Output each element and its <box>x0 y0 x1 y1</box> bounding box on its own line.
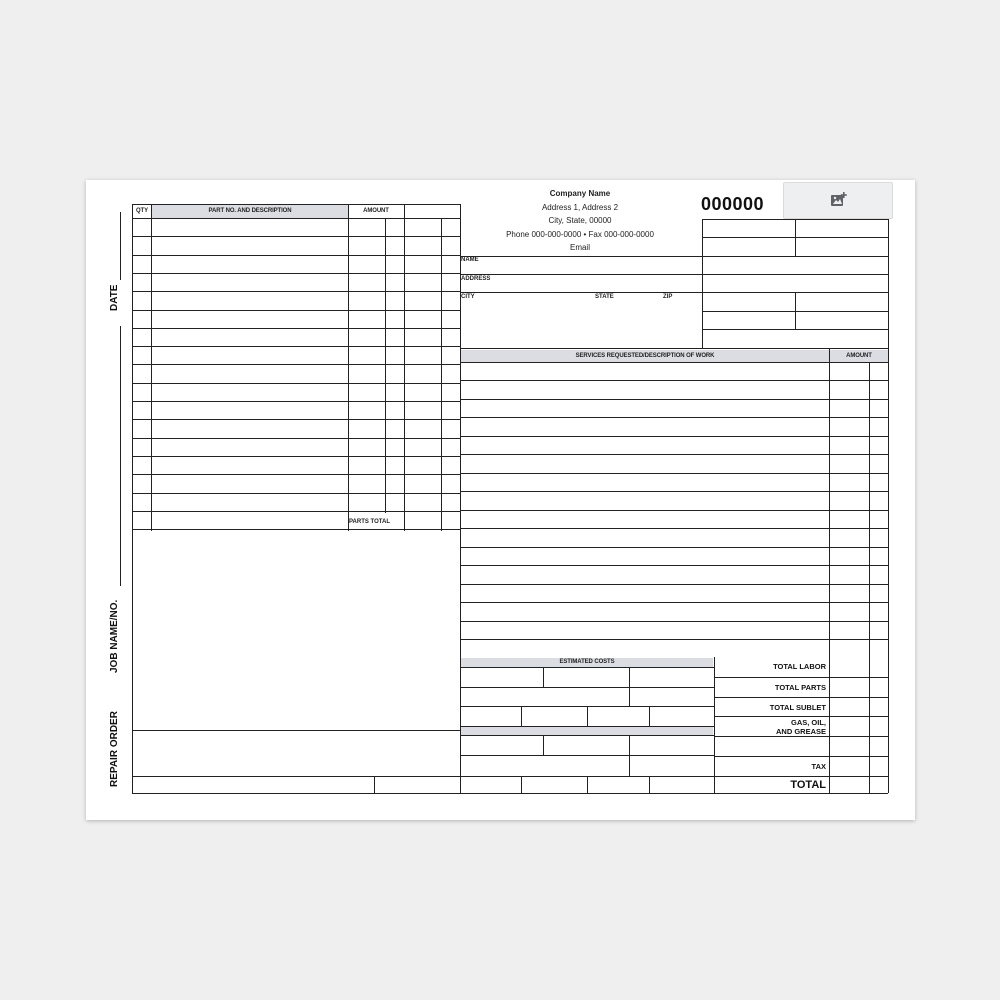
rule-line <box>132 438 460 439</box>
rule-line <box>460 735 714 736</box>
rule-line <box>460 292 702 293</box>
image-add-icon <box>830 191 848 209</box>
rule-line <box>714 756 888 757</box>
add-image-button[interactable] <box>783 182 893 219</box>
rule-line <box>132 793 888 794</box>
repair-order-label: REPAIR ORDER <box>109 711 120 787</box>
gas-oil-label: GAS, OIL, <box>790 718 826 727</box>
address-field-label: ADDRESS <box>461 276 491 282</box>
rule-line <box>132 511 460 512</box>
rule-line <box>629 667 630 706</box>
form-number: 000000 <box>701 194 765 214</box>
rule-line <box>649 706 650 726</box>
rule-line <box>132 529 460 530</box>
rule-line <box>460 417 888 418</box>
rule-line <box>460 602 888 603</box>
rule-line <box>702 256 888 257</box>
rule-line <box>132 273 460 274</box>
rule-line <box>460 667 714 668</box>
rule-line <box>132 204 460 205</box>
rule-line <box>460 399 888 400</box>
rule-line <box>460 565 888 566</box>
rule-line <box>132 364 460 365</box>
rule-line <box>460 256 702 257</box>
rule-line <box>460 510 888 511</box>
rule-line <box>132 730 460 731</box>
rule-line <box>132 493 460 494</box>
company-name: Company Name <box>549 189 611 198</box>
rule-line <box>521 776 522 793</box>
rule-line <box>132 401 460 402</box>
rule-line <box>714 776 888 777</box>
rule-line <box>521 706 522 726</box>
total-label: TOTAL <box>790 779 826 791</box>
rule-line <box>132 255 460 256</box>
rule-line <box>132 291 460 292</box>
services-header: SERVICES REQUESTED/DESCRIPTION OF WORK <box>575 353 715 359</box>
state-field-label: STATE <box>595 294 614 300</box>
rule-line <box>132 310 460 311</box>
rule-line <box>460 454 888 455</box>
rule-line <box>888 219 889 793</box>
rule-line <box>460 547 888 548</box>
rule-line <box>702 274 888 275</box>
rule-line <box>460 380 888 381</box>
rule-line <box>132 383 460 384</box>
rule-line <box>714 716 888 717</box>
rule-line <box>460 687 714 688</box>
rule-line <box>460 528 888 529</box>
name-field-label: NAME <box>461 257 479 263</box>
total-parts-label: TOTAL PARTS <box>774 683 826 692</box>
rule-line <box>869 362 870 793</box>
date-label: DATE <box>109 284 120 311</box>
part-description-header: PART NO. AND DESCRIPTION <box>208 208 292 214</box>
rule-line <box>460 436 888 437</box>
rule-line <box>151 204 152 531</box>
company-phone-fax: Phone 000-000-0000 • Fax 000-000-0000 <box>506 229 654 239</box>
qty-header: QTY <box>135 208 149 214</box>
grease-label: AND GREASE <box>775 727 826 736</box>
rule-line <box>385 218 386 513</box>
rule-line <box>132 456 460 457</box>
rule-line <box>132 346 460 347</box>
rule-line <box>460 491 888 492</box>
rule-line <box>404 204 405 531</box>
rule-line <box>795 292 796 329</box>
services-amount-header: AMOUNT <box>846 353 872 359</box>
rule-line <box>460 473 888 474</box>
total-labor-label: TOTAL LABOR <box>773 662 826 671</box>
rule-line <box>132 236 460 237</box>
rule-line <box>702 219 703 348</box>
rule-line <box>441 218 442 531</box>
rule-line <box>714 677 888 678</box>
zip-field-label: ZIP <box>663 294 673 300</box>
estimated-costs-label: ESTIMATED COSTS <box>559 659 615 665</box>
rule-line <box>702 329 888 330</box>
rule-line <box>460 621 888 622</box>
rule-line <box>374 776 375 793</box>
rule-line <box>460 274 702 275</box>
rule-line <box>460 584 888 585</box>
rule-line <box>132 474 460 475</box>
rule-line <box>714 697 888 698</box>
rule-line <box>348 204 349 531</box>
rule-line <box>460 362 888 363</box>
rule-line <box>132 328 460 329</box>
rule-line <box>795 219 796 256</box>
rule-line <box>629 735 630 776</box>
rule-line <box>587 776 588 793</box>
rule-line <box>132 419 460 420</box>
rule-line <box>543 667 544 687</box>
rule-line <box>587 706 588 726</box>
parts-total-label: PARTS TOTAL <box>349 519 390 525</box>
rule-line <box>829 348 830 793</box>
company-block <box>460 187 700 255</box>
amount-header: AMOUNT <box>363 208 389 214</box>
rule-line <box>460 639 888 640</box>
rule-line <box>460 726 714 727</box>
rule-line <box>543 735 544 755</box>
rule-line <box>649 776 650 793</box>
rule-line <box>714 736 888 737</box>
job-name-label: JOB NAME/NO. <box>109 599 120 673</box>
rule-line <box>132 218 460 219</box>
rule-line <box>132 204 133 793</box>
tax-label: TAX <box>811 762 826 771</box>
company-address: Address 1, Address 2 <box>541 202 619 212</box>
rule-line <box>132 776 460 777</box>
repair-order-form <box>86 180 915 820</box>
rule-line <box>460 755 714 756</box>
rule-line <box>460 348 888 349</box>
city-field-label: CITY <box>461 294 475 300</box>
total-sublet-label: TOTAL SUBLET <box>769 703 826 712</box>
company-email: Email <box>569 243 590 252</box>
company-city-state: City, State, 00000 <box>548 216 612 225</box>
